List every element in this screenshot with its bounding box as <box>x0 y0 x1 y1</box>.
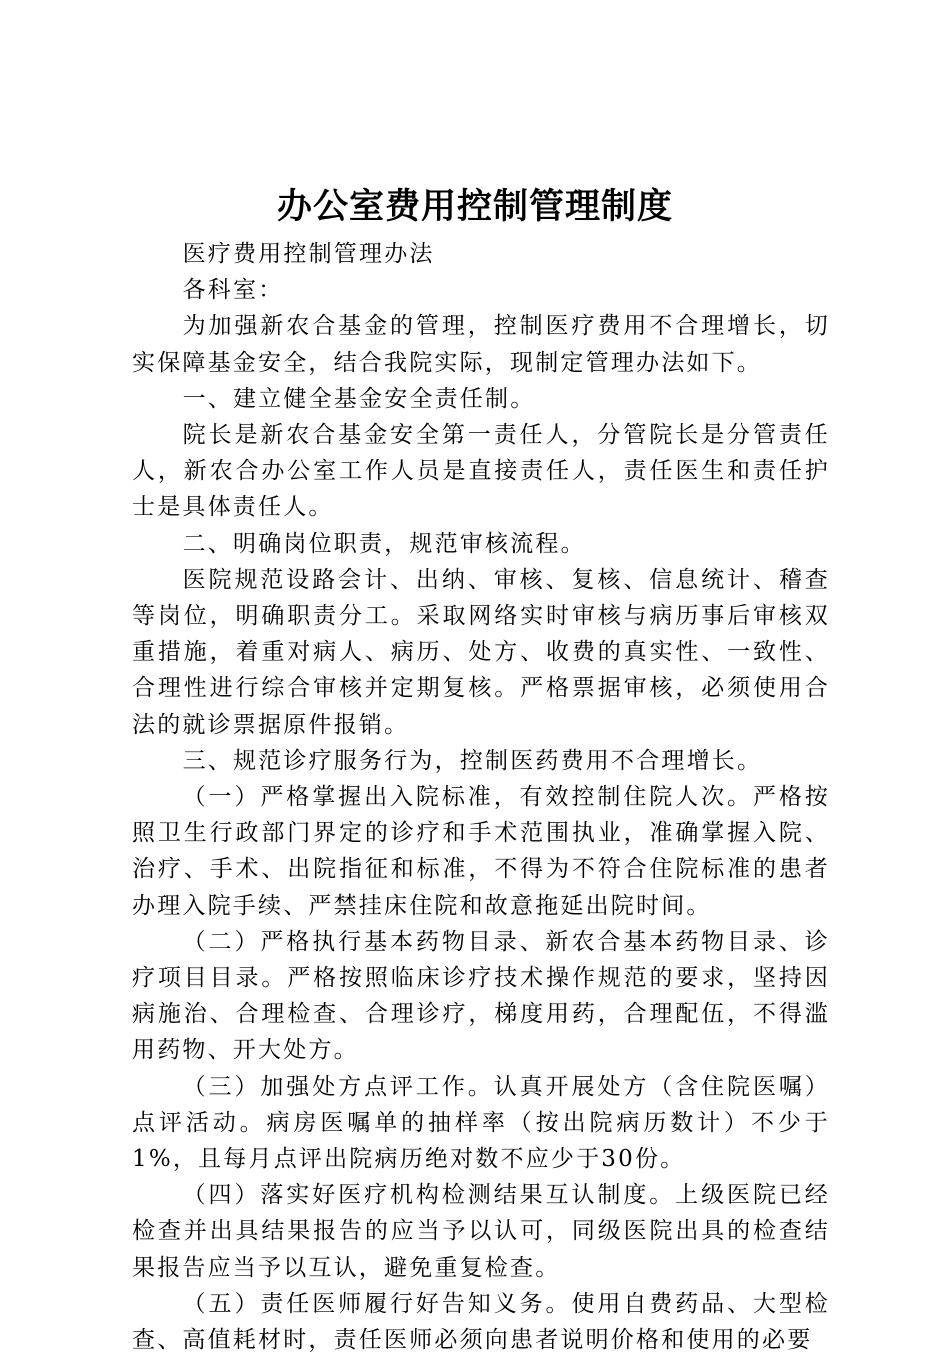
subsection-5: （五）责任医师履行好告知义务。使用自费药品、大型检查、高值耗材时，责任医师必须向患者说明价格和使用的必要 <box>132 1290 830 1354</box>
subsection-4: （四）落实好医疗机构检测结果互认制度。上级医院已经检查并出具结果报告的应当予以认可，同级医院出具的检查结果报告应当予以互认，避免重复检查。 <box>132 1182 830 1281</box>
subsection-2: （二）严格执行基本药物目录、新农合基本药物目录、诊疗项目目录。严格按照临床诊疗技术操作规范的要求，坚持因病施治、合理检查、合理诊疗，梯度用药，合理配伍，不得滥用药物、开大处方。 <box>132 928 830 1064</box>
section-heading-1: 一、建立健全基金安全责任制。 <box>182 385 536 412</box>
subsection-1: （一）严格掌握出入院标准，有效控制住院人次。严格按照卫生行政部门界定的诊疗和手术范围执业，准确掌握入院、治疗、手术、出院指征和标准，不得为不符合住院标准的患者办理入院手续、严禁挂床住院和故意拖延出院时间。 <box>132 784 830 919</box>
subsection-3: （三）加强处方点评工作。认真开展处方（含住院医嘱）点评活动。病房医嘱单的抽样率（按出院病历数计）不少于1%，且每月点评出院病历绝对数不应少于30份。 <box>132 1073 830 1173</box>
paragraph-heading-subtitle: 医疗费用控制管理办法 <box>182 241 435 267</box>
document-title: 办公室费用控制管理制度 <box>276 186 673 227</box>
paragraph-section-1: 院长是新农合基金安全第一责任人，分管院长是分管责任人，新农合办公室工作人员是直接责任人，责任医生和责任护士是具体责任人。 <box>132 422 830 521</box>
paragraph-section-2: 医院规范设路会计、出纳、审核、复核、信息统计、稽查等岗位，明确职责分工。采取网络实时审核与病历事后审核双重措施，着重对病人、病历、处方、收费的真实性、一致性、合理性进行综合审核并定期复核。严格票据审核，必须使用合法的就诊票据原件报销。 <box>132 566 830 738</box>
paragraph-intro: 为加强新农合基金的管理，控制医疗费用不合理增长，切实保障基金安全，结合我院实际，现制定管理办法如下。 <box>132 313 830 376</box>
section-heading-3: 三、规范诊疗服务行为，控制医药费用不合理增长。 <box>182 747 763 774</box>
section-heading-2: 二、明确岗位职责，规范审核流程。 <box>182 530 586 557</box>
document-body <box>132 236 830 1358</box>
paragraph-salutation: 各科室： <box>182 277 284 304</box>
